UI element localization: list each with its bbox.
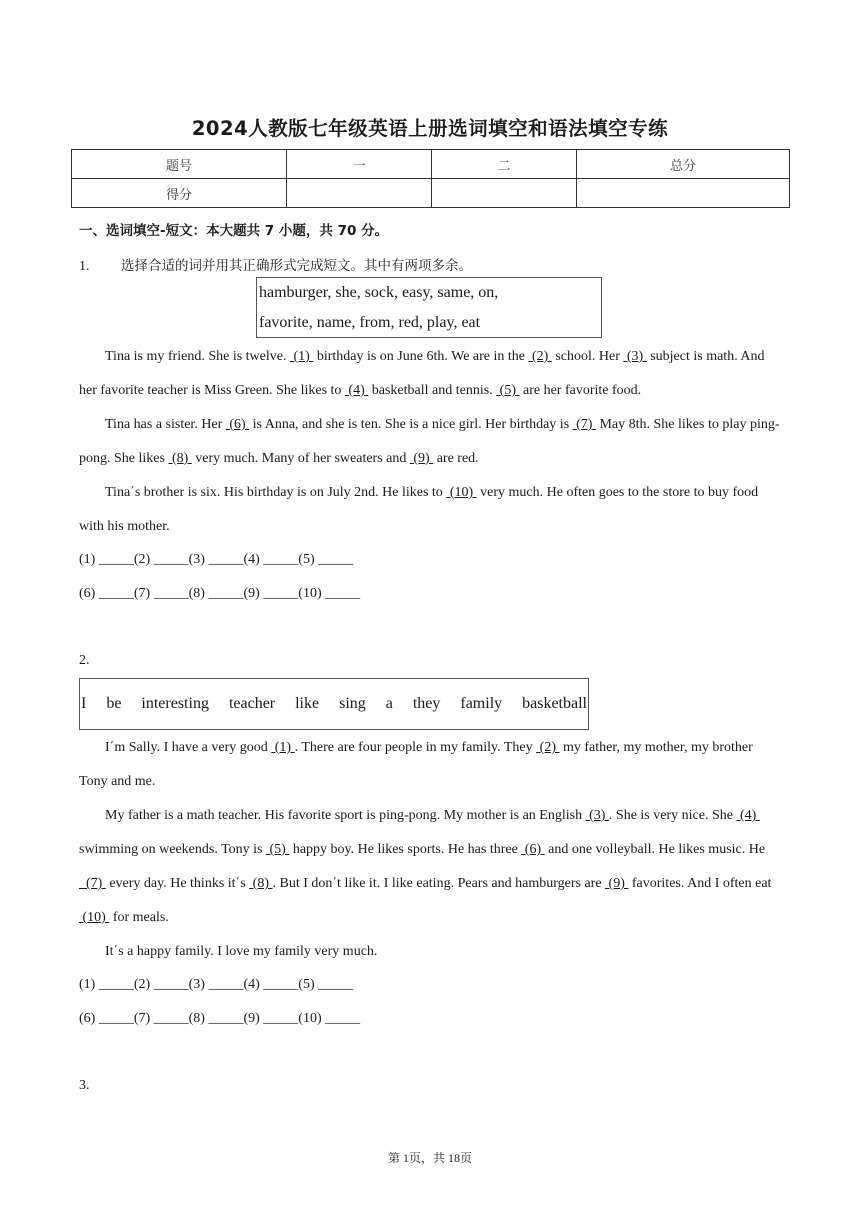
blank-10: (10) [79,910,110,925]
score-table-header-row [72,150,790,179]
word-bank-item: they [412,695,441,712]
passage-paragraph [79,340,784,408]
score-cell [287,179,432,208]
question-number: 2. [79,653,90,668]
passage-text: school. Her [551,349,624,364]
page-footer: 第 1页，共 18页 [387,1151,472,1165]
passage-text: birthday is on June 6th. We are in the [313,349,529,364]
word-bank-item: be [106,695,122,712]
score-header-cell: 总分 [577,150,790,179]
passage-text: Tina΄s brother is six. His birthday is on July 2nd. He likes to [105,485,447,500]
passage-text: are her favorite food. [519,383,642,398]
word-bank-item: teacher [228,695,276,712]
blank-8: (8) [249,876,273,891]
passage-text: . She is very nice. She [608,808,737,823]
passage-text: Tina is my friend. She is twelve. [105,349,290,364]
passage-text: subject is math. And her favorite teacher is Miss Green. She likes to [79,349,765,398]
passage-text: for meals. [109,910,169,925]
answer-row: (6) _____(7) _____(8) _____(9) _____(10) _____ [79,1011,361,1026]
document-title: 2024人教版七年级英语上册选词填空和语法填空专练 [191,117,669,140]
passage-text: favorites. And I often eat [628,876,772,891]
passage-text: . There are four people in my family. They [294,740,537,755]
blank-10: (10) [446,485,477,500]
word-bank-item: family [460,695,503,712]
blank-2: (2) [528,349,552,364]
passage-text: every day. He thinks it΄s [105,876,250,891]
passage-text: swimming on weekends. Tony is [79,842,266,857]
blank-7: (7) [572,417,596,432]
passage-text: basketball and tennis. [368,383,497,398]
score-header-cell: 题号 [72,150,287,179]
word-bank-item: sing [339,695,366,712]
score-cell [432,179,577,208]
passage-text: my father, my mother, my brother Tony and me. [79,740,753,789]
question-1-header [79,254,472,275]
question-instruction: 选择合适的词并用其正确形式完成短文。其中有两项多余。 [121,258,472,274]
blank-4: (4) [344,383,369,398]
question-number: 3. [79,1078,90,1093]
blank-7: (7) [79,876,106,891]
word-bank-item: like [295,695,320,712]
blank-2: (2) [536,740,560,755]
blank-6: (6) [521,842,545,857]
passage-text: Tina has a sister. Her [105,417,226,432]
blank-3: (3) [585,808,609,823]
score-table-score-row [72,179,790,208]
score-table [71,149,790,208]
word-bank-item: a [385,695,393,712]
passage-text: and one volleyball. He likes music. He [544,842,766,857]
blank-1: (1) [271,740,295,755]
word-bank-box [256,277,602,338]
passage-paragraph [79,799,784,935]
blank-6: (6) [225,417,250,432]
passage-text: very much. Many of her sweaters and [191,451,410,466]
passage-text: is Anna, and she is ten. She is a nice girl. Her birthday is [249,417,573,432]
passage-text: My father is a math teacher. His favorite sport is ping-pong. My mother is an English [105,808,586,823]
answer-row: (1) _____(2) _____(3) _____(4) _____(5) _____ [79,552,354,567]
blank-4: (4) [736,808,760,823]
word-bank-box [79,678,589,730]
passage-paragraph [79,408,784,476]
passage-text: May 8th. She likes to play ping-pong. She likes [79,417,780,466]
section-heading: 一、选词填空-短文：本大题共 7 小题，共 70 分。 [79,223,389,239]
answer-row: (6) _____(7) _____(8) _____(9) _____(10) _____ [79,586,361,601]
score-cell [577,179,790,208]
score-header-cell: 二 [432,150,577,179]
passage-text: very much. He often goes to the store to buy food with his mother. [79,485,759,534]
passage-paragraph [79,731,784,799]
passage-paragraph [79,476,784,544]
passage-text: I΄m Sally. I have a very good [105,740,272,755]
answer-row: (1) _____(2) _____(3) _____(4) _____(5) _____ [79,977,354,992]
passage-text: are red. [433,451,479,466]
blank-9: (9) [605,876,629,891]
blank-9: (9) [409,451,434,466]
blank-1: (1) [289,349,314,364]
word-bank-line: favorite, name, from, red, play, eat [259,314,481,331]
score-header-cell: 一 [287,150,432,179]
passage-text: . But I don΄t like it. I like eating. Pears and hamburgers are [272,876,606,891]
blank-5: (5) [265,842,290,857]
word-bank-item: interesting [141,695,209,712]
word-bank-item: I [81,695,87,712]
passage-text: happy boy. He likes sports. He has three [289,842,522,857]
blank-8: (8) [168,451,192,466]
passage-paragraph: It΄s a happy family. I love my family very much. [105,944,378,959]
question-number: 1. [79,259,90,274]
blank-5: (5) [496,383,520,398]
score-row-label: 得分 [72,179,287,208]
word-bank-line: hamburger, she, sock, easy, same, on, [259,284,499,301]
blank-3: (3) [623,349,647,364]
word-bank-item: basketball [522,695,587,712]
